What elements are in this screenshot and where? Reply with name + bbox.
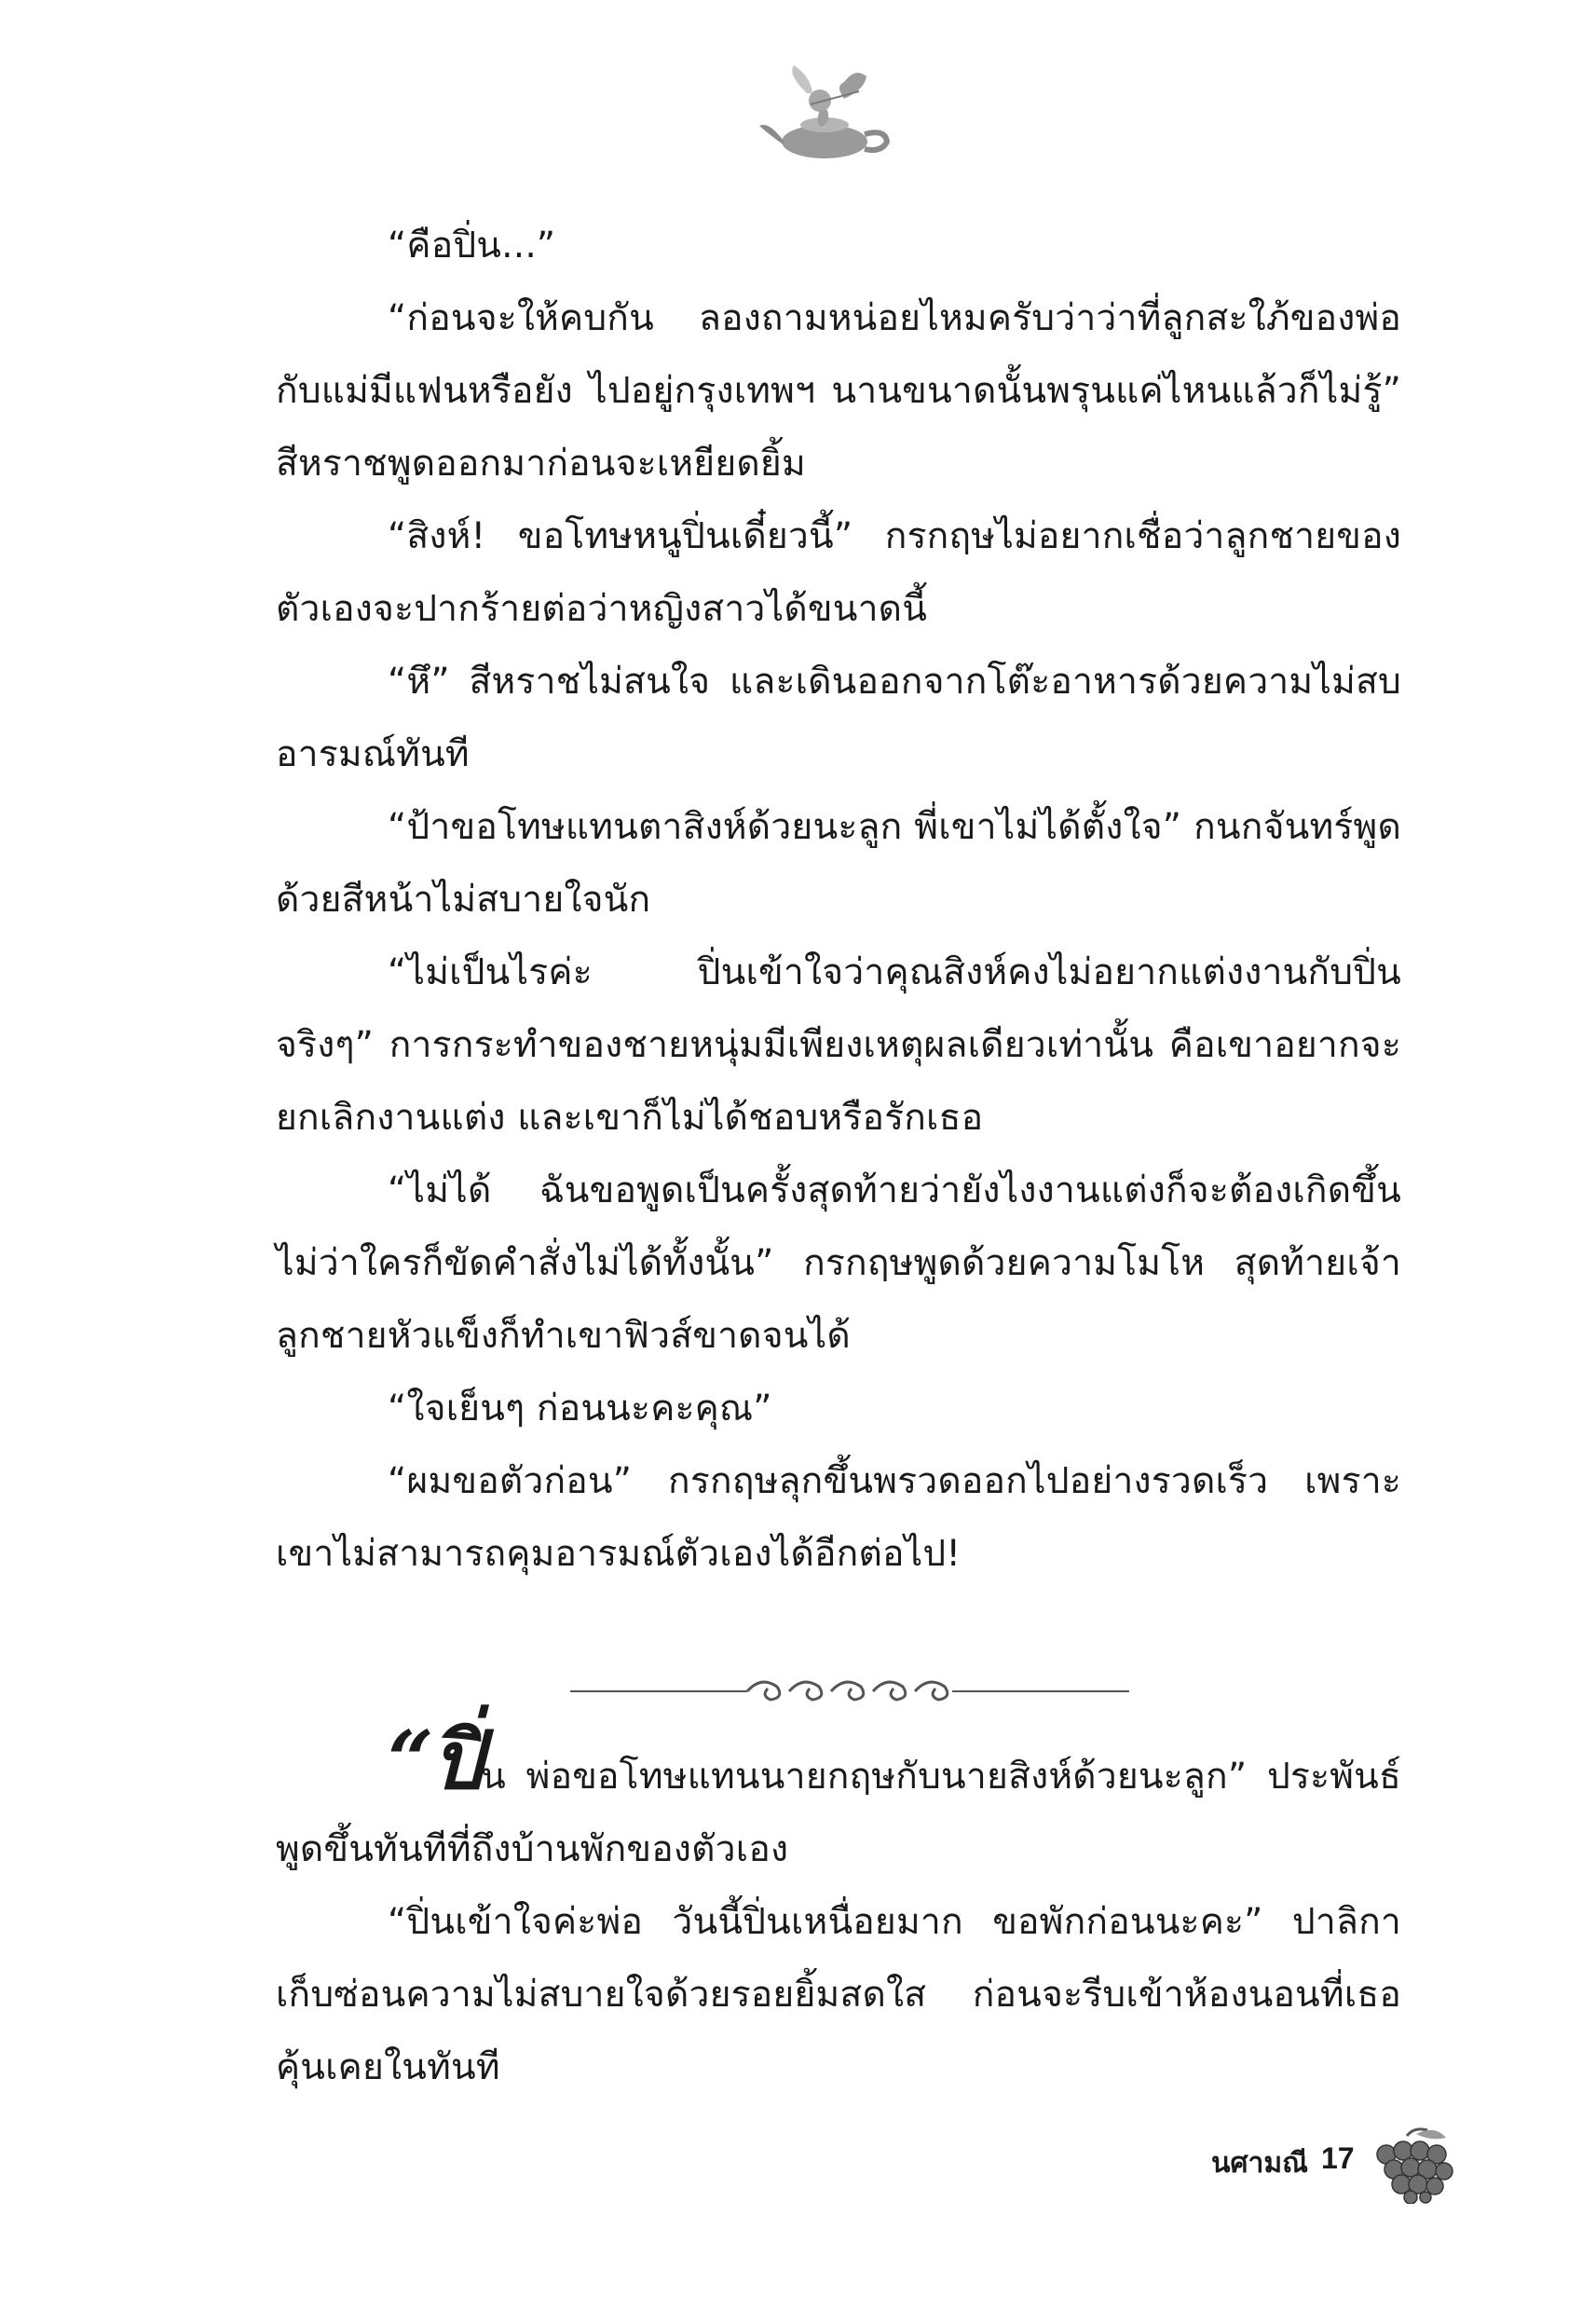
page-footer — [1211, 2134, 1453, 2208]
book-title: นศามณี — [1211, 2147, 1309, 2180]
paragraph: “สิงห์! ขอโทษหนูปิ่นเดี๋ยวนี้” กรกฤษไม่อยากเชื่อว่าลูกชายของตัวเองจะปากร้ายต่อว่าหญิงสาวได้ขนาดนี้ — [276, 515, 1401, 630]
paragraph: “ไม่เป็นไรค่ะ ปิ่นเข้าใจว่าคุณสิงห์คงไม่อยากแต่งงานกับปิ่นจริงๆ” การกระทำของชายหนุ่มมีเพียงเหตุผลเดียวเท่านั้น คือเขาอยากจะยกเลิกงานแต่ง และเขาก็ไม่ได้ชอบหรือรักเธอ — [276, 951, 1401, 1139]
grapes-icon — [1370, 2125, 1458, 2204]
paragraph: “ปิ่นเข้าใจค่ะพ่อ วันนี้ปิ่นเหนื่อยมาก ขอพักก่อนนะคะ” ปาลิกาเก็บซ่อนความไม่สบายใจด้วยรอยยิ้มสดใส ก่อนจะรีบเข้าห้องนอนที่เธอคุ้นเคยในทันที — [276, 1901, 1401, 2088]
paragraph-with-dropcap — [276, 1714, 1401, 1886]
paragraph: “ผมขอตัวก่อน” กรกฤษลุกขึ้นพรวดออกไปอย่างรวดเร็ว เพราะเขาไม่สามารถคุมอารมณ์ตัวเองได้อีกต่อไป! — [276, 1460, 1401, 1575]
scroll-divider-icon — [570, 1668, 1129, 1715]
paragraph: “ไม่ได้ ฉันขอพูดเป็นครั้งสุดท้ายว่ายังไงงานแต่งก็จะต้องเกิดขึ้นไม่ว่าใครก็ขัดคำสั่งไม่ได้ทั้งนั้น” กรกฤษพูดด้วยความโมโห สุดท้ายเจ้าลูกชายหัวแข็งก็ทำเขาฟิวส์ขาดจนได้ — [276, 1169, 1401, 1357]
story-text-section-1 — [276, 210, 1401, 1591]
cupid-teapot-ornament-icon — [755, 56, 904, 168]
paragraph-rest: น พ่อขอโทษแทนนายกฤษกับนายสิงห์ด้วยนะลูก” ประพันธ์พูดขึ้นทันทีที่ถึงบ้านพักของตัวเอง — [276, 1756, 1401, 1870]
paragraph: “ใจเย็นๆ ก่อนนะคะคุณ” — [388, 1388, 772, 1429]
paragraph: “ก่อนจะให้คบกัน ลองถามหน่อยไหมครับว่าว่าที่ลูกสะใภ้ของพ่อกับแม่มีแฟนหรือยัง ไปอยู่กรุงเทพฯ นานขนาดนั้นพรุนแค่ไหนแล้วก็ไม่รู้” สีหราชพูดออกมาก่อนจะเหยียดยิ้ม — [276, 297, 1401, 485]
drop-cap: “ปิ่ — [388, 1714, 482, 1808]
page-number: 17 — [1321, 2141, 1355, 2175]
paragraph: “หึ” สีหราชไม่สนใจ และเดินออกจากโต๊ะอาหารด้วยความไม่สบอารมณ์ทันที — [276, 661, 1401, 775]
paragraph: “คือปิ่น...” — [388, 225, 556, 267]
paragraph: “ป้าขอโทษแทนตาสิงห์ด้วยนะลูก พี่เขาไม่ได้ตั้งใจ” กนกจันทร์พูดด้วยสีหน้าไม่สบายใจนัก — [276, 806, 1401, 921]
story-text-section-2 — [276, 1714, 1401, 2104]
